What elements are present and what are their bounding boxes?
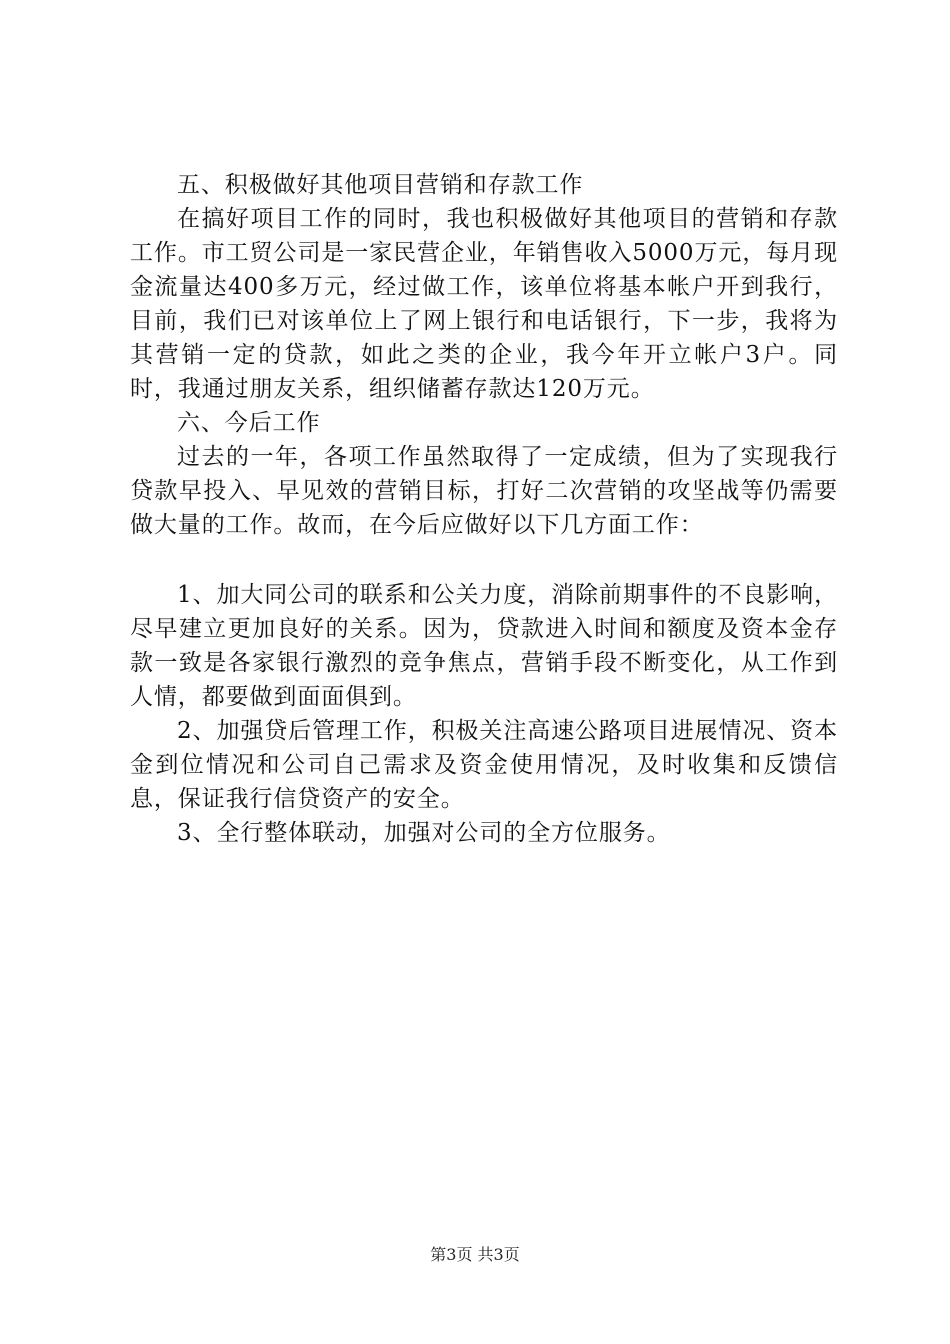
list-item-1: 1、加大同公司的联系和公关力度，消除前期事件的不良影响，尽早建立更加良好的关系。因为，贷款进入时间和额度及资本金存款一致是各家银行激烈的竞争焦点，营销手段不断变化，从工作到人情，都要做到面面俱到。 xyxy=(130,582,838,710)
section-5-body: 在搞好项目工作的同时，我也积极做好其他项目的营销和存款工作。市工贸公司是一家民营企业，年销售收入5000万元，每月现金流量达400多万元，经过做工作，该单位将基本帐户开到我行，目前，我们已对该单位上了网上银行和电话银行，下一步，我将为其营销一定的贷款，如此之类的企业，我今年开立帐户3户。同时，我通过朋友关系，组织储蓄存款达120万元。 xyxy=(130,206,838,402)
list-item-3: 3、全行整体联动，加强对公司的全方位服务。 xyxy=(177,820,671,846)
section-5-heading: 五、积极做好其他项目营销和存款工作 xyxy=(177,172,584,198)
section-6-body: 过去的一年，各项工作虽然取得了一定成绩，但为了实现我行贷款早投入、早见效的营销目标，打好二次营销的攻坚战等仍需要做大量的工作。故而，在今后应做好以下几方面工作： xyxy=(130,444,838,538)
section-6-heading: 六、今后工作 xyxy=(177,410,321,436)
document-body xyxy=(130,168,838,850)
paragraph-gap xyxy=(130,542,838,578)
page-number-footer: 第3页 共3页 xyxy=(430,1245,520,1264)
list-item-2: 2、加强贷后管理工作，积极关注高速公路项目进展情况、资本金到位情况和公司自己需求及资金使用情况，及时收集和反馈信息，保证我行信贷资产的安全。 xyxy=(130,718,838,812)
